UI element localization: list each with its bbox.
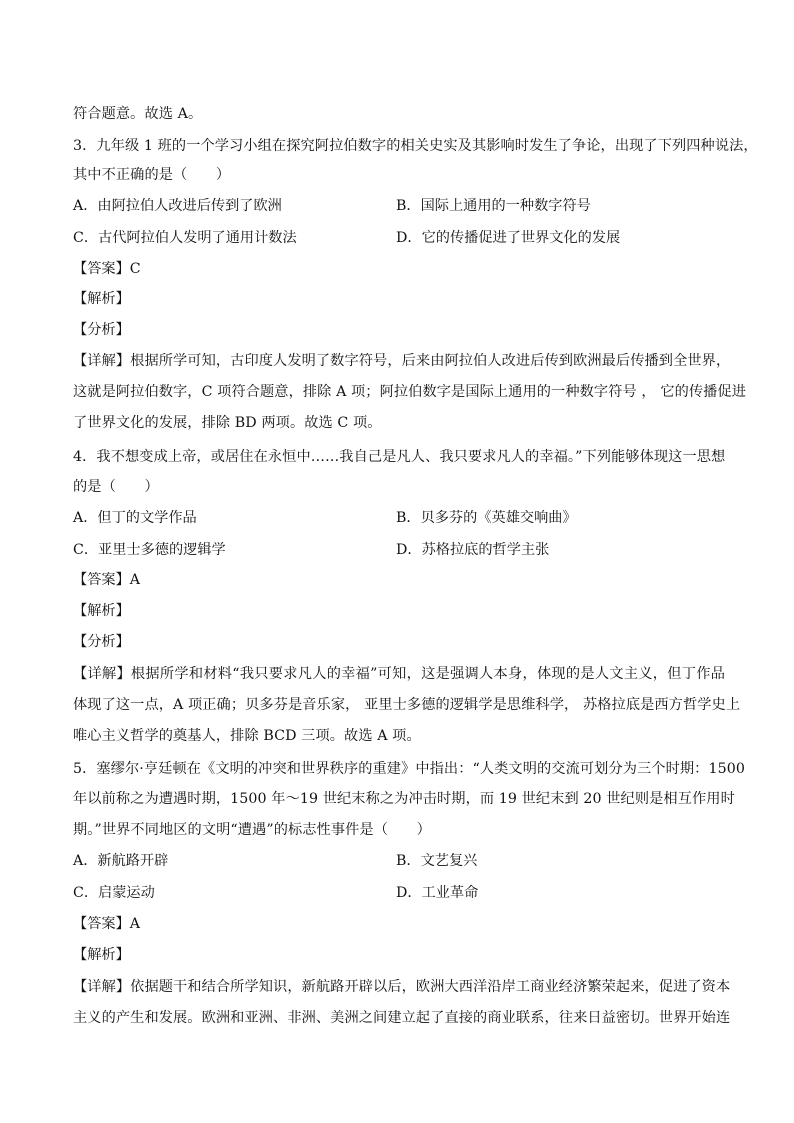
question-3-option-c: C．古代阿拉伯人发明了通用计数法 xyxy=(73,230,297,246)
question-3-option-a: A．由阿拉伯人改进后传到了欧洲 xyxy=(73,198,282,214)
question-5-detail: 主义的产生和发展。欧洲和亚洲、非洲、美洲之间建立起了直接的商业联系，往来日益密切。世界开始连 xyxy=(73,1010,731,1026)
question-5-stem: 5．塞缪尔·亨廷顿在《文明的冲突和世界秩序的重建》中指出：“人类文明的交流可划分为三个时期：1500 xyxy=(73,761,745,777)
question-3-option-b: B．国际上通用的一种数字符号 xyxy=(396,198,591,214)
question-4-detail: 唯心主义哲学的奠基人，排除 BCD 三项。故选 A 项。 xyxy=(73,728,421,744)
question-4-detail: 体现了这一点，A 项正确；贝多芬是音乐家， 亚里士多德的逻辑学是思维科学， 苏格拉底是西方哲学史上 xyxy=(73,697,741,713)
question-3-detail: 这就是阿拉伯数字，C 项符合题意，排除 A 项；阿拉伯数字是国际上通用的一种数字符号 ， 它的传播促进 xyxy=(73,384,747,400)
question-5-stem-cont: 期。”世界不同地区的文明“遭遇”的标志性事件是（ ） xyxy=(73,822,431,838)
question-5-option-c: C．启蒙运动 xyxy=(73,885,155,901)
question-4-option-a: A．但丁的文学作品 xyxy=(73,510,197,526)
question-4-jiexi-label: 【解析】 xyxy=(73,603,130,619)
question-4-detail: 【详解】根据所学和材料“我只要求凡人的幸福”可知，这是强调人本身，体现的是人文主义，但丁作品 xyxy=(73,666,725,682)
question-5-option-d: D．工业革命 xyxy=(396,885,479,901)
text-line: 符合题意。故选 A。 xyxy=(73,106,203,122)
question-5-option-b: B．文艺复兴 xyxy=(396,853,478,869)
question-5-option-a: A．新航路开辟 xyxy=(73,853,169,869)
question-5-answer: 【答案】A xyxy=(73,916,140,932)
question-4-answer: 【答案】A xyxy=(73,572,140,588)
question-3-answer: 【答案】C xyxy=(73,261,141,277)
question-3-fenxi-label: 【分析】 xyxy=(73,322,130,338)
question-4-option-c: C．亚里士多德的逻辑学 xyxy=(73,542,226,558)
question-3-detail: 【详解】根据所学可知，古印度人发明了数字符号，后来由阿拉伯人改进后传到欧洲最后传播到全世界， xyxy=(73,353,731,369)
question-4-stem-cont: 的是（ ） xyxy=(73,479,159,495)
question-4-stem: 4．我不想变成上帝，或居住在永恒中……我自己是凡人、我只要求凡人的幸福。”下列能够体现这一思想 xyxy=(73,449,726,465)
question-5-detail: 【详解】依据题干和结合所学知识，新航路开辟以后，欧洲大西洋沿岸工商业经济繁荣起来，促进了资本 xyxy=(73,979,731,995)
question-5-jiexi-label: 【解析】 xyxy=(73,947,130,963)
question-3-option-d: D．它的传播促进了世界文化的发展 xyxy=(396,230,621,246)
question-3-stem-cont: 其中不正确的是（ ） xyxy=(73,167,231,183)
question-4-option-b: B．贝多芬的《英雄交响曲》 xyxy=(396,510,577,526)
question-5-stem: 年以前称之为遭遇时期，1500 年～19 世纪末称之为冲击时期，而 19 世纪末到 20 世纪则是相互作用时 xyxy=(73,791,735,807)
question-3-detail: 了世界文化的发展，排除 BD 两项。故选 C 项。 xyxy=(73,415,382,431)
question-3-stem: 3．九年级 1 班的一个学习小组在探究阿拉伯数字的相关史实及其影响时发生了争论，出现了下列四种说法， xyxy=(73,138,758,154)
question-4-option-d: D．苏格拉底的哲学主张 xyxy=(396,542,550,558)
question-4-fenxi-label: 【分析】 xyxy=(73,634,130,650)
question-3-jiexi-label: 【解析】 xyxy=(73,291,130,307)
